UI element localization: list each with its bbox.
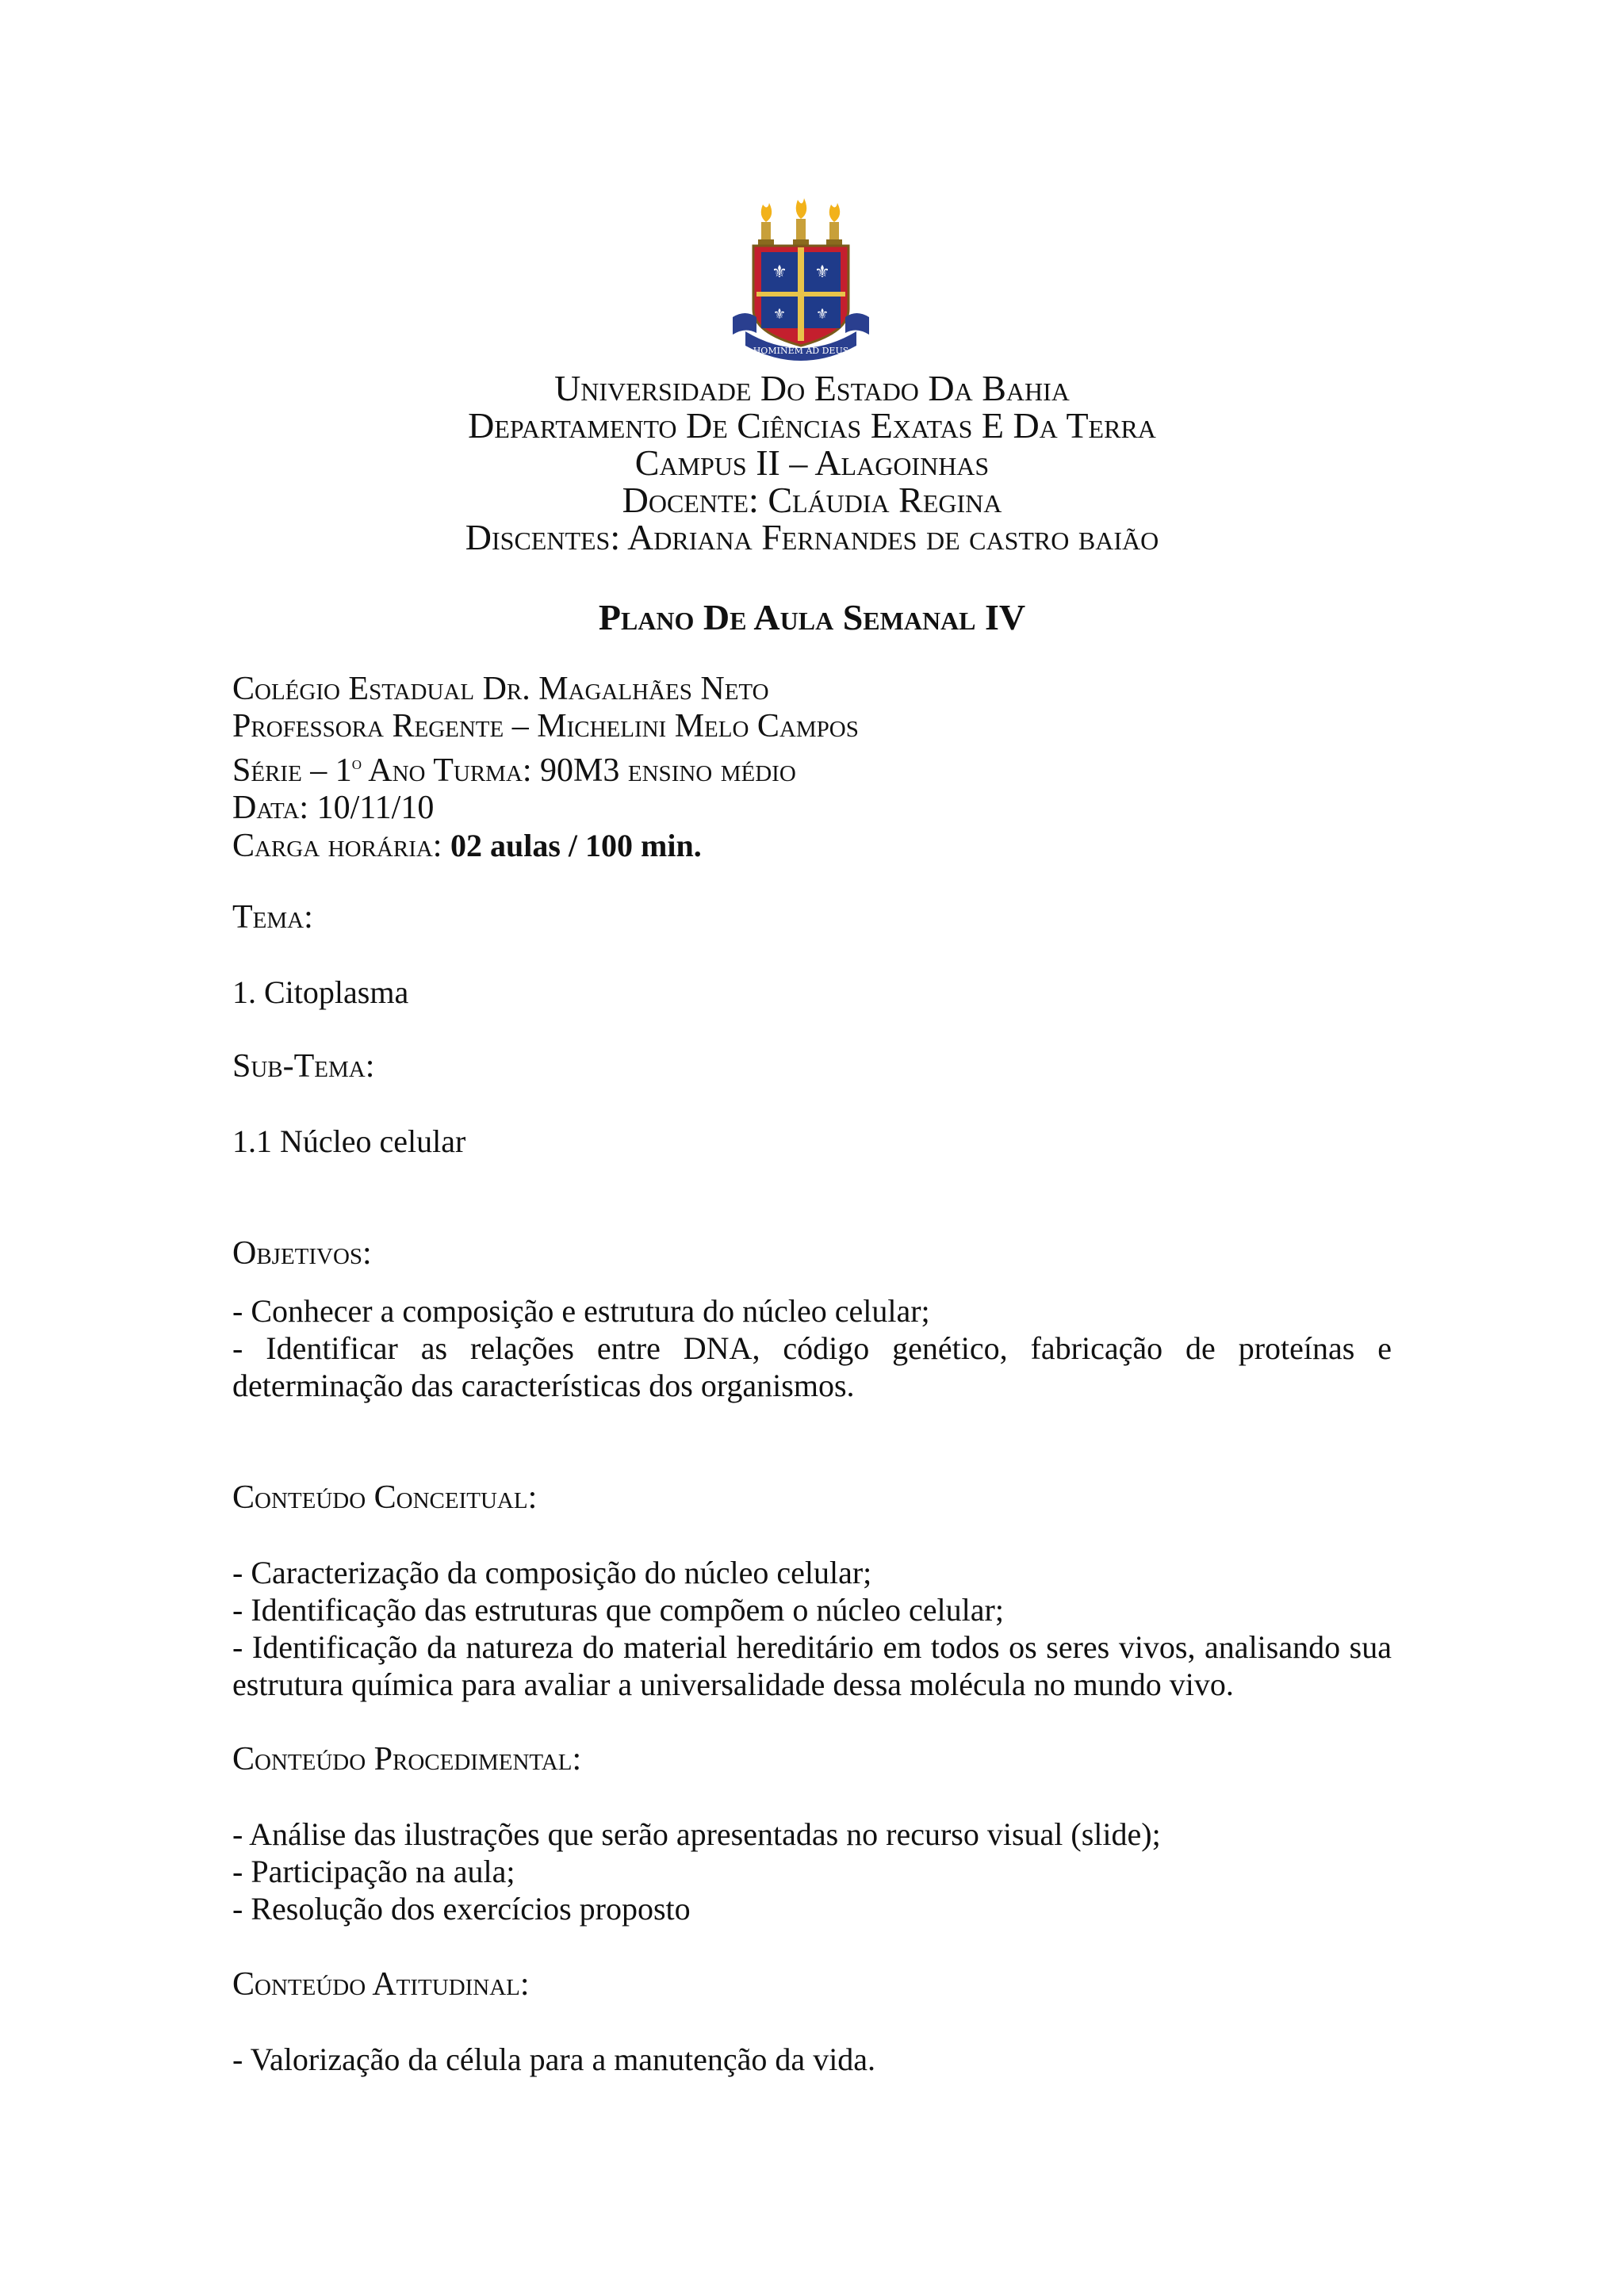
torch-icon bbox=[793, 198, 809, 246]
list-item: - Identificação das estruturas que compõem o núcleo celular; bbox=[232, 1592, 1004, 1628]
torch-icon bbox=[758, 203, 774, 246]
svg-text:⚜: ⚜ bbox=[772, 306, 787, 323]
serie-prefix: Série – 1 bbox=[232, 752, 352, 789]
list-item: - Participação na aula; bbox=[232, 1854, 515, 1889]
workload-value: 02 aulas / 100 min. bbox=[450, 828, 702, 863]
university-seal-logo bbox=[730, 198, 872, 365]
docente-line: Docente: Cláudia Regina bbox=[622, 480, 1002, 520]
list-item: - Valorização da célula para a manutenção da vida. bbox=[232, 2042, 876, 2077]
workload-line bbox=[232, 827, 1392, 865]
class-info bbox=[232, 671, 1392, 865]
date-line: Data: 10/11/10 bbox=[232, 790, 435, 826]
institution-header bbox=[0, 369, 1624, 556]
tema-label: Tema: bbox=[232, 899, 313, 936]
department-name: Departamento De Ciências Exatas E Da Terra bbox=[468, 405, 1156, 446]
objetivos-list bbox=[232, 1292, 1392, 1404]
list-item: - Identificação da natureza do material hereditário em todos os seres vivos, analisando sua estrutura química para avaliar a universalidade dessa molécula no mundo vivo. bbox=[232, 1629, 1392, 1702]
svg-text:⚜: ⚜ bbox=[815, 306, 829, 323]
subtema-item: 1.1 Núcleo celular bbox=[232, 1123, 466, 1159]
objetivos-label: Objetivos: bbox=[232, 1235, 372, 1272]
atitudinal-list bbox=[232, 2041, 1392, 2078]
school-name: Colégio Estadual Dr. Magalhães Neto bbox=[232, 671, 769, 707]
seal-motto: HOMINEM AD DEUS bbox=[753, 346, 849, 356]
campus-name: Campus II – Alagoinhas bbox=[634, 442, 990, 483]
teacher-name: Professora Regente – Michelini Melo Campos bbox=[232, 708, 859, 744]
university-name: Universidade Do Estado Da Bahia bbox=[554, 368, 1070, 408]
discentes-line: Discentes: Adriana Fernandes de castro baião bbox=[465, 517, 1159, 557]
list-item: - Conhecer a composição e estrutura do núcleo celular; bbox=[232, 1293, 930, 1329]
serie-line bbox=[232, 745, 1392, 790]
list-item: - Análise das ilustrações que serão apresentadas no recurso visual (slide); bbox=[232, 1816, 1161, 1852]
procedimental-label: Conteúdo Procedimental: bbox=[232, 1741, 582, 1777]
svg-text:⚜: ⚜ bbox=[772, 262, 787, 282]
procedimental-list bbox=[232, 1816, 1392, 1927]
torch-icon bbox=[826, 203, 842, 246]
serie-rest: Ano Turma: 90M3 ensino médio bbox=[362, 752, 796, 789]
subtema-label: Sub-Tema: bbox=[232, 1048, 375, 1085]
conceitual-label: Conteúdo Conceitual: bbox=[232, 1479, 538, 1516]
list-item: - Identificar as relações entre DNA, código genético, fabricação de proteínas e determinação das características dos organismos. bbox=[232, 1330, 1392, 1403]
list-item: - Resolução dos exercícios proposto bbox=[232, 1891, 691, 1927]
list-item: - Caracterização da composição do núcleo celular; bbox=[232, 1555, 872, 1590]
serie-superscript: o bbox=[351, 753, 362, 774]
conceitual-list bbox=[232, 1554, 1392, 1703]
atitudinal-label: Conteúdo Atitudinal: bbox=[232, 1966, 530, 2003]
svg-text:⚜: ⚜ bbox=[814, 262, 830, 282]
tema-item: 1. Citoplasma bbox=[232, 974, 409, 1010]
workload-label: Carga horária: bbox=[232, 828, 450, 864]
shield-icon bbox=[753, 246, 848, 346]
document-title: Plano De Aula Semanal IV bbox=[598, 597, 1026, 637]
